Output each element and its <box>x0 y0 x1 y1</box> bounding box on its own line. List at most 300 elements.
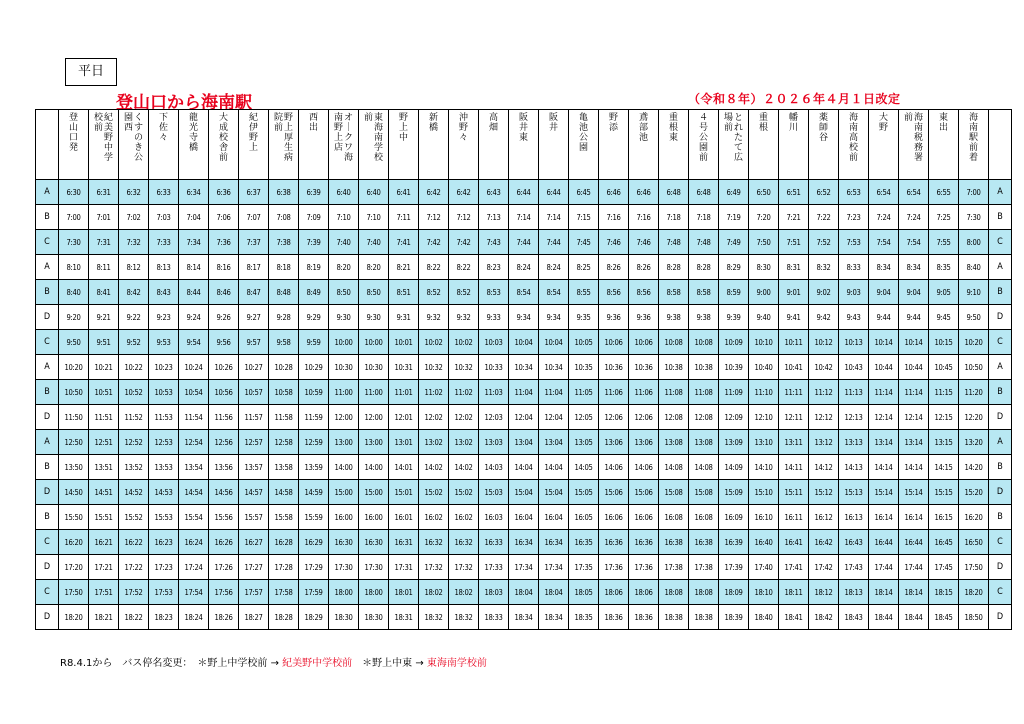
time-cell: 8:35 <box>929 255 959 280</box>
stop-header-row <box>36 110 1012 180</box>
time-cell: 16:08 <box>659 505 689 530</box>
time-cell: 13:04 <box>539 430 569 455</box>
time-cell: 15:10 <box>749 480 779 505</box>
time-cell: 13:00 <box>329 430 359 455</box>
time-cell: 10:08 <box>659 330 689 355</box>
time-cell: 18:05 <box>569 580 599 605</box>
stop-name-header: 龍 光 寺 橋 <box>179 110 209 180</box>
time-cell: 9:38 <box>659 305 689 330</box>
time-cell: 13:50 <box>59 455 89 480</box>
time-cell: 9:35 <box>569 305 599 330</box>
time-cell: 16:34 <box>509 530 539 555</box>
time-cell: 7:09 <box>299 205 329 230</box>
time-cell: 17:32 <box>419 555 449 580</box>
time-cell: 8:18 <box>269 255 299 280</box>
time-cell: 16:03 <box>479 505 509 530</box>
route-code: D <box>989 605 1012 630</box>
time-cell: 10:50 <box>59 380 89 405</box>
time-cell: 18:04 <box>539 580 569 605</box>
time-cell: 8:14 <box>179 255 209 280</box>
time-cell: 9:57 <box>239 330 269 355</box>
time-cell: 10:13 <box>839 330 869 355</box>
time-cell: 12:10 <box>749 405 779 430</box>
time-cell: 7:24 <box>899 205 929 230</box>
route-code: A <box>36 430 59 455</box>
time-cell: 16:04 <box>539 505 569 530</box>
time-cell: 16:10 <box>749 505 779 530</box>
time-cell: 16:12 <box>809 505 839 530</box>
time-cell: 11:15 <box>929 380 959 405</box>
time-cell: 18:39 <box>719 605 749 630</box>
time-cell: 10:15 <box>929 330 959 355</box>
time-cell: 12:05 <box>569 405 599 430</box>
time-cell: 8:13 <box>149 255 179 280</box>
time-cell: 9:33 <box>479 305 509 330</box>
stop-name-header: 野 添 <box>599 110 629 180</box>
stop-name-header: 園 西 く す の き 公 <box>119 110 149 180</box>
time-cell: 7:43 <box>479 230 509 255</box>
time-cell: 16:27 <box>239 530 269 555</box>
time-cell: 8:30 <box>749 255 779 280</box>
time-cell: 9:31 <box>389 305 419 330</box>
time-cell: 6:46 <box>629 180 659 205</box>
footer-note <box>60 654 487 669</box>
time-cell: 9:54 <box>179 330 209 355</box>
time-cell: 6:44 <box>509 180 539 205</box>
route-code: C <box>989 230 1012 255</box>
time-cell: 14:03 <box>479 455 509 480</box>
time-cell: 9:40 <box>749 305 779 330</box>
time-cell: 17:57 <box>239 580 269 605</box>
time-cell: 13:51 <box>89 455 119 480</box>
footer-new-name-1: 紀美野中学校前 <box>282 658 353 669</box>
time-cell: 12:50 <box>59 430 89 455</box>
time-cell: 15:06 <box>629 480 659 505</box>
time-cell: 8:48 <box>269 280 299 305</box>
time-cell: 7:48 <box>659 230 689 255</box>
time-cell: 7:33 <box>149 230 179 255</box>
stop-name-header: 紀 伊 野 上 <box>239 110 269 180</box>
time-cell: 8:55 <box>569 280 599 305</box>
time-cell: 7:45 <box>569 230 599 255</box>
time-cell: 18:43 <box>839 605 869 630</box>
time-cell: 8:46 <box>209 280 239 305</box>
time-cell: 11:03 <box>479 380 509 405</box>
time-cell: 10:50 <box>959 355 989 380</box>
route-code: C <box>36 330 59 355</box>
time-cell: 18:38 <box>659 605 689 630</box>
time-cell: 8:33 <box>839 255 869 280</box>
time-cell: 9:34 <box>539 305 569 330</box>
time-cell: 7:23 <box>839 205 869 230</box>
time-cell: 8:24 <box>509 255 539 280</box>
time-cell: 8:17 <box>239 255 269 280</box>
time-cell: 13:05 <box>569 430 599 455</box>
time-cell: 15:00 <box>359 480 389 505</box>
time-cell: 17:44 <box>899 555 929 580</box>
time-cell: 12:52 <box>119 430 149 455</box>
time-cell: 9:36 <box>599 305 629 330</box>
time-cell: 9:41 <box>779 305 809 330</box>
table-row <box>36 280 1012 305</box>
time-cell: 10:33 <box>479 355 509 380</box>
route-code: C <box>989 580 1012 605</box>
time-cell: 15:52 <box>119 505 149 530</box>
time-cell: 17:45 <box>929 555 959 580</box>
time-cell: 11:51 <box>89 405 119 430</box>
time-cell: 8:40 <box>59 280 89 305</box>
time-cell: 6:40 <box>359 180 389 205</box>
route-code: D <box>989 555 1012 580</box>
time-cell: 13:02 <box>449 430 479 455</box>
time-cell: 17:50 <box>59 580 89 605</box>
time-cell: 13:12 <box>809 430 839 455</box>
time-cell: 6:36 <box>209 180 239 205</box>
time-cell: 11:06 <box>599 380 629 405</box>
time-cell: 6:50 <box>749 180 779 205</box>
time-cell: 17:38 <box>689 555 719 580</box>
time-cell: 11:58 <box>269 405 299 430</box>
time-cell: 10:24 <box>179 355 209 380</box>
time-cell: 18:45 <box>929 605 959 630</box>
time-cell: 10:51 <box>89 380 119 405</box>
time-cell: 18:10 <box>749 580 779 605</box>
time-cell: 10:09 <box>719 330 749 355</box>
table-row <box>36 355 1012 380</box>
time-cell: 18:24 <box>179 605 209 630</box>
time-cell: 13:02 <box>419 430 449 455</box>
time-cell: 7:32 <box>119 230 149 255</box>
time-cell: 10:54 <box>179 380 209 405</box>
time-cell: 16:00 <box>359 505 389 530</box>
time-cell: 16:06 <box>599 505 629 530</box>
route-code: A <box>36 180 59 205</box>
time-cell: 9:29 <box>299 305 329 330</box>
time-cell: 8:28 <box>659 255 689 280</box>
time-cell: 16:28 <box>269 530 299 555</box>
time-cell: 16:36 <box>629 530 659 555</box>
time-cell: 17:31 <box>389 555 419 580</box>
time-cell: 14:06 <box>599 455 629 480</box>
time-cell: 9:34 <box>509 305 539 330</box>
time-cell: 10:32 <box>449 355 479 380</box>
table-row <box>36 605 1012 630</box>
time-cell: 13:11 <box>779 430 809 455</box>
route-code: C <box>36 530 59 555</box>
time-cell: 9:23 <box>149 305 179 330</box>
time-cell: 9:39 <box>719 305 749 330</box>
time-cell: 6:33 <box>149 180 179 205</box>
time-cell: 9:32 <box>449 305 479 330</box>
time-cell: 12:13 <box>839 405 869 430</box>
time-cell: 10:06 <box>599 330 629 355</box>
time-cell: 10:44 <box>899 355 929 380</box>
time-cell: 15:59 <box>299 505 329 530</box>
time-cell: 8:16 <box>209 255 239 280</box>
time-cell: 7:00 <box>59 205 89 230</box>
time-cell: 18:13 <box>839 580 869 605</box>
time-cell: 9:59 <box>299 330 329 355</box>
time-cell: 18:34 <box>539 605 569 630</box>
stop-name-header: 東 出 <box>929 110 959 180</box>
time-cell: 16:20 <box>59 530 89 555</box>
time-cell: 18:41 <box>779 605 809 630</box>
time-cell: 15:57 <box>239 505 269 530</box>
time-cell: 11:20 <box>959 380 989 405</box>
time-cell: 12:58 <box>269 430 299 455</box>
time-cell: 8:25 <box>569 255 599 280</box>
route-code: B <box>36 455 59 480</box>
time-cell: 7:00 <box>959 180 989 205</box>
time-cell: 15:12 <box>809 480 839 505</box>
time-cell: 9:45 <box>929 305 959 330</box>
time-cell: 10:30 <box>359 355 389 380</box>
time-cell: 8:24 <box>539 255 569 280</box>
stop-name-header: 前 東 海 南 学 校 <box>359 110 389 180</box>
timetable <box>35 109 1012 630</box>
time-cell: 16:01 <box>389 505 419 530</box>
time-cell: 16:02 <box>419 505 449 530</box>
time-cell: 18:00 <box>359 580 389 605</box>
time-cell: 18:44 <box>869 605 899 630</box>
time-cell: 9:42 <box>809 305 839 330</box>
time-cell: 12:14 <box>899 405 929 430</box>
time-cell: 8:34 <box>869 255 899 280</box>
time-cell: 9:53 <box>149 330 179 355</box>
time-cell: 10:05 <box>569 330 599 355</box>
time-cell: 6:31 <box>89 180 119 205</box>
time-cell: 17:34 <box>509 555 539 580</box>
time-cell: 15:15 <box>929 480 959 505</box>
time-cell: 7:40 <box>359 230 389 255</box>
time-cell: 9:38 <box>689 305 719 330</box>
time-cell: 7:40 <box>329 230 359 255</box>
time-cell: 17:32 <box>449 555 479 580</box>
time-cell: 10:34 <box>539 355 569 380</box>
time-cell: 16:04 <box>509 505 539 530</box>
time-cell: 16:05 <box>569 505 599 530</box>
time-cell: 11:04 <box>539 380 569 405</box>
time-cell: 14:59 <box>299 480 329 505</box>
time-cell: 18:22 <box>119 605 149 630</box>
time-cell: 8:28 <box>689 255 719 280</box>
time-cell: 17:56 <box>209 580 239 605</box>
time-cell: 9:52 <box>119 330 149 355</box>
route-code: D <box>36 605 59 630</box>
time-cell: 11:08 <box>689 380 719 405</box>
time-cell: 18:35 <box>569 605 599 630</box>
time-cell: 16:31 <box>389 530 419 555</box>
time-cell: 16:35 <box>569 530 599 555</box>
time-cell: 12:02 <box>419 405 449 430</box>
time-cell: 7:14 <box>509 205 539 230</box>
time-cell: 6:39 <box>299 180 329 205</box>
time-cell: 15:50 <box>59 505 89 530</box>
time-cell: 14:00 <box>329 455 359 480</box>
time-cell: 6:52 <box>809 180 839 205</box>
stop-name-header: 下 佐 々 <box>149 110 179 180</box>
time-cell: 12:00 <box>359 405 389 430</box>
time-cell: 12:03 <box>479 405 509 430</box>
time-cell: 17:43 <box>839 555 869 580</box>
stop-name-header: 南 野 上 店 オ ｜ ク ワ 海 <box>329 110 359 180</box>
stop-name-header: 場 前 と れ た て 広 <box>719 110 749 180</box>
time-cell: 16:14 <box>899 505 929 530</box>
time-cell: 14:04 <box>539 455 569 480</box>
time-cell: 12:14 <box>869 405 899 430</box>
time-cell: 14:10 <box>749 455 779 480</box>
table-row <box>36 430 1012 455</box>
time-cell: 15:08 <box>659 480 689 505</box>
time-cell: 17:42 <box>809 555 839 580</box>
time-cell: 8:32 <box>809 255 839 280</box>
time-cell: 18:03 <box>479 580 509 605</box>
time-cell: 14:13 <box>839 455 869 480</box>
time-cell: 9:24 <box>179 305 209 330</box>
time-cell: 12:59 <box>299 430 329 455</box>
time-cell: 16:29 <box>299 530 329 555</box>
time-cell: 15:08 <box>689 480 719 505</box>
time-cell: 9:56 <box>209 330 239 355</box>
route-code: A <box>36 355 59 380</box>
time-cell: 10:28 <box>269 355 299 380</box>
time-cell: 15:04 <box>539 480 569 505</box>
time-cell: 16:21 <box>89 530 119 555</box>
time-cell: 12:04 <box>539 405 569 430</box>
time-cell: 18:02 <box>449 580 479 605</box>
time-cell: 12:20 <box>959 405 989 430</box>
time-cell: 16:22 <box>119 530 149 555</box>
time-cell: 17:35 <box>569 555 599 580</box>
time-cell: 16:14 <box>869 505 899 530</box>
time-cell: 7:30 <box>959 205 989 230</box>
time-cell: 14:57 <box>239 480 269 505</box>
time-cell: 14:20 <box>959 455 989 480</box>
time-cell: 8:23 <box>479 255 509 280</box>
stop-name-header: 校 前 紀 美 野 中 学 <box>89 110 119 180</box>
time-cell: 8:51 <box>389 280 419 305</box>
time-cell: 16:39 <box>719 530 749 555</box>
time-cell: 14:50 <box>59 480 89 505</box>
time-cell: 16:42 <box>809 530 839 555</box>
time-cell: 15:02 <box>419 480 449 505</box>
time-cell: 8:50 <box>329 280 359 305</box>
time-cell: 9:01 <box>779 280 809 305</box>
time-cell: 18:04 <box>509 580 539 605</box>
time-cell: 8:20 <box>359 255 389 280</box>
time-cell: 14:08 <box>689 455 719 480</box>
time-cell: 6:30 <box>59 180 89 205</box>
time-cell: 16:09 <box>719 505 749 530</box>
stop-name-header: 鳶 部 池 <box>629 110 659 180</box>
time-cell: 11:05 <box>569 380 599 405</box>
time-cell: 9:21 <box>89 305 119 330</box>
time-cell: 17:51 <box>89 580 119 605</box>
time-cell: 13:58 <box>269 455 299 480</box>
time-cell: 10:14 <box>869 330 899 355</box>
time-cell: 16:30 <box>329 530 359 555</box>
time-cell: 7:46 <box>629 230 659 255</box>
time-cell: 7:51 <box>779 230 809 255</box>
time-cell: 17:40 <box>749 555 779 580</box>
time-cell: 13:04 <box>509 430 539 455</box>
time-cell: 17:44 <box>869 555 899 580</box>
time-cell: 10:52 <box>119 380 149 405</box>
time-cell: 7:44 <box>539 230 569 255</box>
time-cell: 10:57 <box>239 380 269 405</box>
time-cell: 18:20 <box>959 580 989 605</box>
time-cell: 14:11 <box>779 455 809 480</box>
time-cell: 10:32 <box>419 355 449 380</box>
time-cell: 12:08 <box>689 405 719 430</box>
time-cell: 6:32 <box>119 180 149 205</box>
time-cell: 15:05 <box>569 480 599 505</box>
time-cell: 8:54 <box>509 280 539 305</box>
time-cell: 15:58 <box>269 505 299 530</box>
time-cell: 11:52 <box>119 405 149 430</box>
time-cell: 15:03 <box>479 480 509 505</box>
time-cell: 8:52 <box>419 280 449 305</box>
time-cell: 14:06 <box>629 455 659 480</box>
time-cell: 15:01 <box>389 480 419 505</box>
time-cell: 11:14 <box>869 380 899 405</box>
time-cell: 8:10 <box>59 255 89 280</box>
table-row <box>36 180 1012 205</box>
time-cell: 7:11 <box>389 205 419 230</box>
table-row <box>36 330 1012 355</box>
time-cell: 11:13 <box>839 380 869 405</box>
time-cell: 10:36 <box>629 355 659 380</box>
time-cell: 8:34 <box>899 255 929 280</box>
time-cell: 15:09 <box>719 480 749 505</box>
time-cell: 18:01 <box>389 580 419 605</box>
time-cell: 8:26 <box>629 255 659 280</box>
time-cell: 8:00 <box>959 230 989 255</box>
time-cell: 10:00 <box>359 330 389 355</box>
time-cell: 10:20 <box>959 330 989 355</box>
time-cell: 7:37 <box>239 230 269 255</box>
time-cell: 11:08 <box>659 380 689 405</box>
time-cell: 16:41 <box>779 530 809 555</box>
time-cell: 7:55 <box>929 230 959 255</box>
time-cell: 18:44 <box>899 605 929 630</box>
time-cell: 13:00 <box>359 430 389 455</box>
time-cell: 18:32 <box>449 605 479 630</box>
time-cell: 7:46 <box>599 230 629 255</box>
time-cell: 7:18 <box>659 205 689 230</box>
time-cell: 7:39 <box>299 230 329 255</box>
time-cell: 10:30 <box>329 355 359 380</box>
time-cell: 8:22 <box>419 255 449 280</box>
time-cell: 18:38 <box>689 605 719 630</box>
time-cell: 8:29 <box>719 255 749 280</box>
table-row <box>36 305 1012 330</box>
time-cell: 10:12 <box>809 330 839 355</box>
time-cell: 17:23 <box>149 555 179 580</box>
stop-name-header: 海 南 駅 前 着 <box>959 110 989 180</box>
time-cell: 16:38 <box>689 530 719 555</box>
time-cell: 16:08 <box>689 505 719 530</box>
time-cell: 10:42 <box>809 355 839 380</box>
time-cell: 12:53 <box>149 430 179 455</box>
time-cell: 7:54 <box>899 230 929 255</box>
time-cell: 9:58 <box>269 330 299 355</box>
time-cell: 16:45 <box>929 530 959 555</box>
route-code: D <box>36 405 59 430</box>
time-cell: 14:56 <box>209 480 239 505</box>
time-cell: 6:44 <box>539 180 569 205</box>
time-cell: 13:56 <box>209 455 239 480</box>
